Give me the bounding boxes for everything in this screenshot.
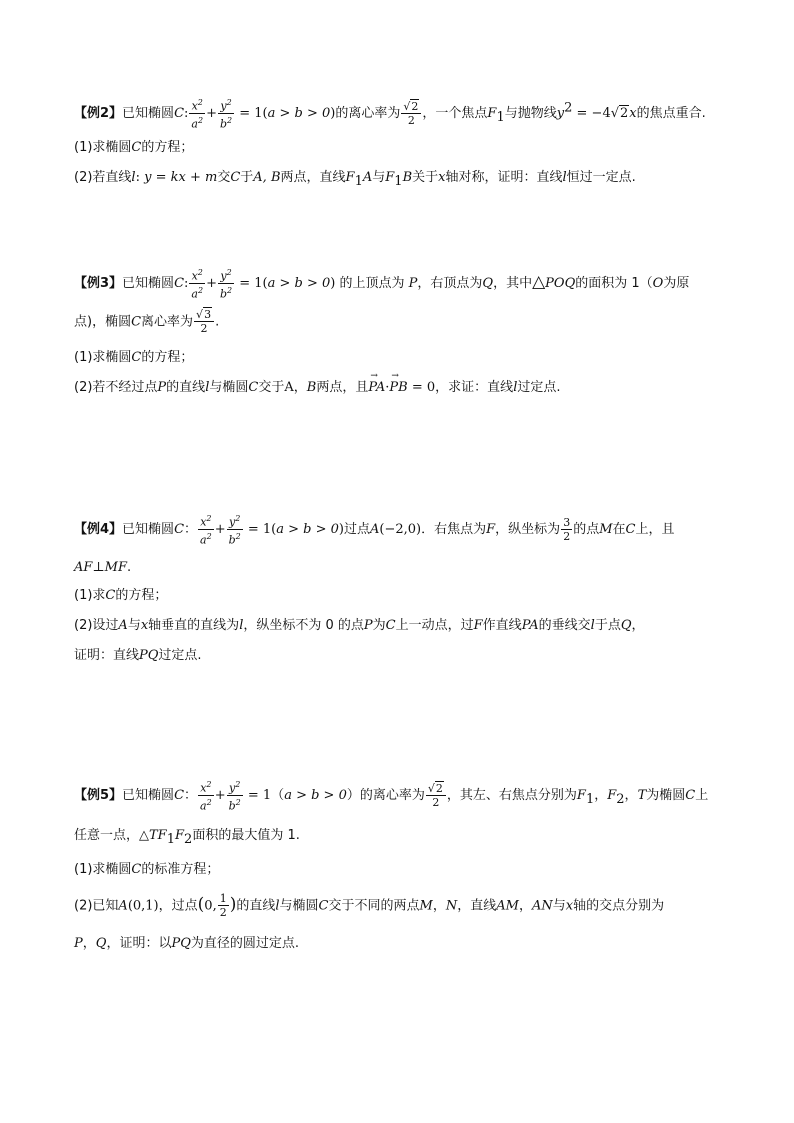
question-2: (2)若不经过点P的直线l与椭圆C交于A，B两点，且→ PA·→ PB = 0，求证：直线l过定点. — [74, 380, 734, 400]
example-4-statement: 【例4】已知椭圆C： $\frac{x^2}{a^2}$ + $\frac{y^2}{b^2}$ = 1(a > b > 0)过点A(−2,0)．右焦点为F，纵坐标为 $\frac{3}{2}$ 的点M在C上，且 — [74, 514, 675, 547]
question-1: (1)求椭圆C的方程； — [74, 140, 194, 155]
fraction: $\frac{1}{2}$ — [219, 892, 227, 919]
example-tag: 【例5】 — [74, 788, 123, 804]
fraction: $\frac{x^2}{a^2}$ — [191, 268, 204, 301]
example-3 — [74, 266, 734, 400]
fraction-sqrt: $\frac{√2}{2}$ — [426, 782, 446, 809]
example-3-statement-cont: 点)，椭圆C离心率为 $\frac{√3}{2}$ . — [74, 308, 220, 335]
fraction: $\frac{y^2}{b^2}$ — [219, 98, 233, 131]
example-5 — [74, 778, 734, 956]
fraction: $\frac{y^2}{b^2}$ — [219, 268, 233, 301]
example-3-statement: 【例3】已知椭圆C: $\frac{x^2}{a^2}$ + $\frac{y^2}{b^2}$ = 1(a > b > 0) 的上顶点为 P，右顶点为Q，其中△POQ的面积为 1（O为原 — [74, 268, 690, 301]
question-2-cont: 证明：直线PQ过定点. — [74, 648, 202, 663]
vector-pa: → PA — [368, 381, 385, 394]
fraction: $\frac{x^2}{a^2}$ — [200, 514, 212, 547]
fraction: $\frac{3}{2}$ — [563, 515, 571, 543]
question-2-cont: P，Q，证明：以PQ为直径的圆过定点. — [74, 936, 299, 951]
question-2: (2)设过A与x轴垂直的直线为l，纵坐标不为 0 的点P为C上一动点，过F作直线PA的垂线交l于点Q， — [74, 618, 645, 633]
example-5-statement-cont: 任意一点，$\triangle TF_1F_2$面积的最大值为 1. — [74, 828, 300, 847]
question-2: (2)若直线l: y = kx + m交C于A, B两点，直线$F_1A$与$F_1B$关于x轴对称，证明：直线l恒过一定点. — [74, 170, 636, 189]
fraction: $\frac{y^2}{b^2}$ — [228, 514, 241, 547]
question-1: (1)求椭圆C的方程； — [74, 350, 194, 365]
fraction: $\frac{x^2}{a^2}$ — [191, 98, 204, 131]
example-tag: 【例4】 — [74, 522, 123, 538]
fraction-sqrt: $\frac{√2}{2}$ — [401, 100, 421, 127]
example-4 — [74, 512, 734, 668]
fraction-sqrt: $\frac{√3}{2}$ — [194, 308, 214, 335]
question-2: (2)已知A(0,1)，过点(0, $\frac{1}{2}$ )的直线l与椭圆C交于不同的两点M，N，直线AM，AN与x轴的交点分别为 — [74, 892, 665, 919]
example-tag: 【例2】 — [74, 106, 123, 122]
example-5-statement: 【例5】已知椭圆C： $\frac{x^2}{a^2}$ + $\frac{y^2}{b^2}$ = 1（a > b > 0）的离心率为 $\frac{√2}{2}$ ，其左、右焦点分别为$F_1$，$F_2$，T为椭圆C上 — [74, 780, 709, 813]
fraction: $\frac{y^2}{b^2}$ — [228, 780, 241, 813]
question-1: (1)求椭圆C的标准方程； — [74, 862, 220, 877]
fraction: $\frac{x^2}{a^2}$ — [200, 780, 212, 813]
question-1: (1)求C的方程； — [74, 588, 168, 603]
example-2 — [74, 96, 734, 190]
example-4-statement-cont: AF⊥MF. — [74, 560, 132, 575]
example-2-statement: 【例2】已知椭圆C: $\frac{x^2}{a^2}$ + $\frac{y^2}{b^2}$ = 1(a > b > 0)的离心率为 $\frac{√2}{2}$ ，一个焦点$F_1$与抛物线$y^2 = -4√2x$的焦点重合. — [74, 98, 706, 131]
example-tag: 【例3】 — [74, 276, 123, 292]
vector-pb: → PB — [389, 381, 407, 394]
